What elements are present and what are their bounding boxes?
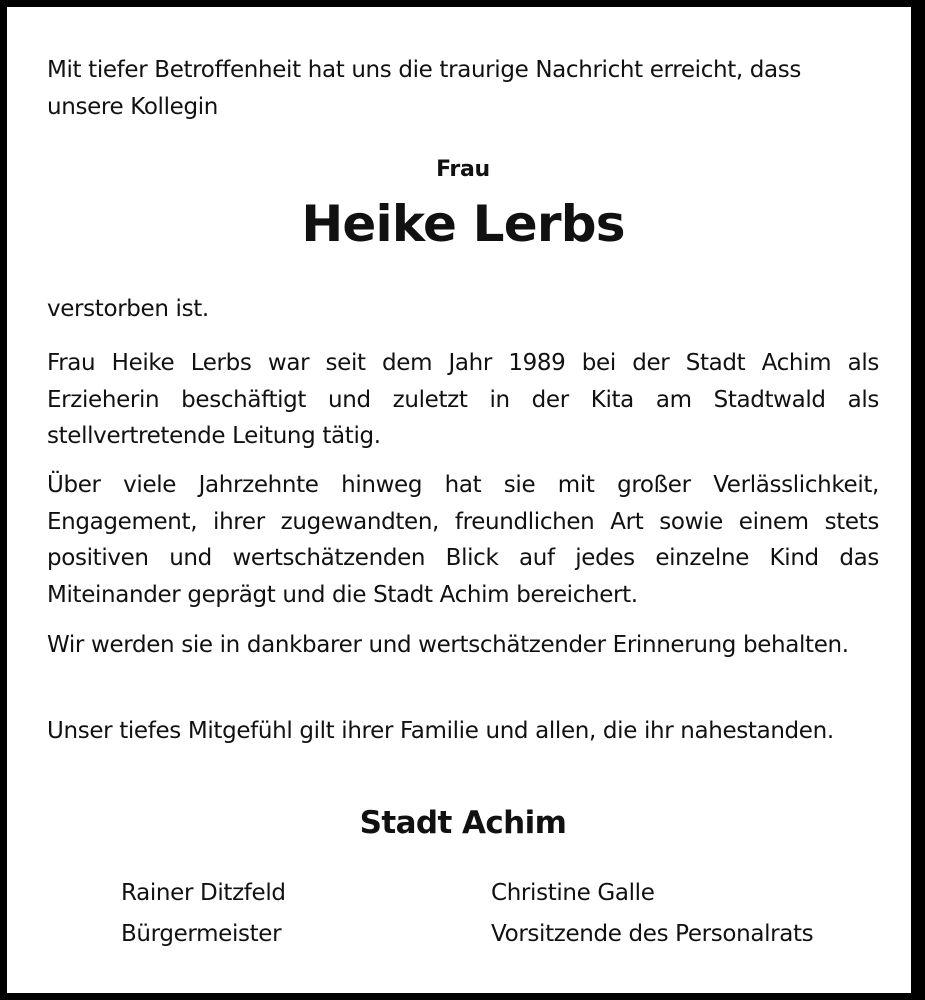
signatory-name: Rainer Ditzfeld: [121, 880, 286, 906]
signatory-mayor: [121, 873, 286, 955]
signatory-role: Bürgermeister: [121, 921, 282, 947]
paragraph-career: Frau Heike Lerbs war seit dem Jahr 1989 bei der Stadt Achim als Erzieherin beschäftigt und zuletzt in der Kita am Stadtwald als stellvertretende Leitung tätig.: [47, 350, 879, 449]
signatory-role: Vorsitzende des Personalrats: [491, 921, 814, 947]
signatory-staff-council: [491, 873, 813, 955]
signatory-name: Christine Galle: [491, 880, 655, 906]
paragraph-tribute: Über viele Jahrzehnte hinweg hat sie mit großer Verlässlichkeit, Engagement, ihrer zugewandten, freundlichen Art sowie einem stets positiven und wertschätzenden Blick auf jedes einzelne Kind das Miteinander geprägt und die Stadt Achim bereichert.: [47, 472, 879, 608]
deceased-name: Heike Lerbs: [301, 195, 625, 253]
paragraph-remembrance: Wir werden sie in dankbarer und wertschätzender Erinnerung behalten.: [47, 632, 849, 658]
organization-name: Stadt Achim: [359, 805, 567, 841]
paragraph-deceased: verstorben ist.: [47, 296, 209, 322]
intro-text: Mit tiefer Betroffenheit hat uns die traurige Nachricht erreicht, dass unsere Kollegin: [47, 57, 802, 120]
paragraph-condolence: Unser tiefes Mitgefühl gilt ihrer Familie und allen, die ihr nahestanden.: [47, 718, 834, 744]
notice-frame: [7, 7, 911, 993]
salutation: Frau: [436, 157, 490, 182]
